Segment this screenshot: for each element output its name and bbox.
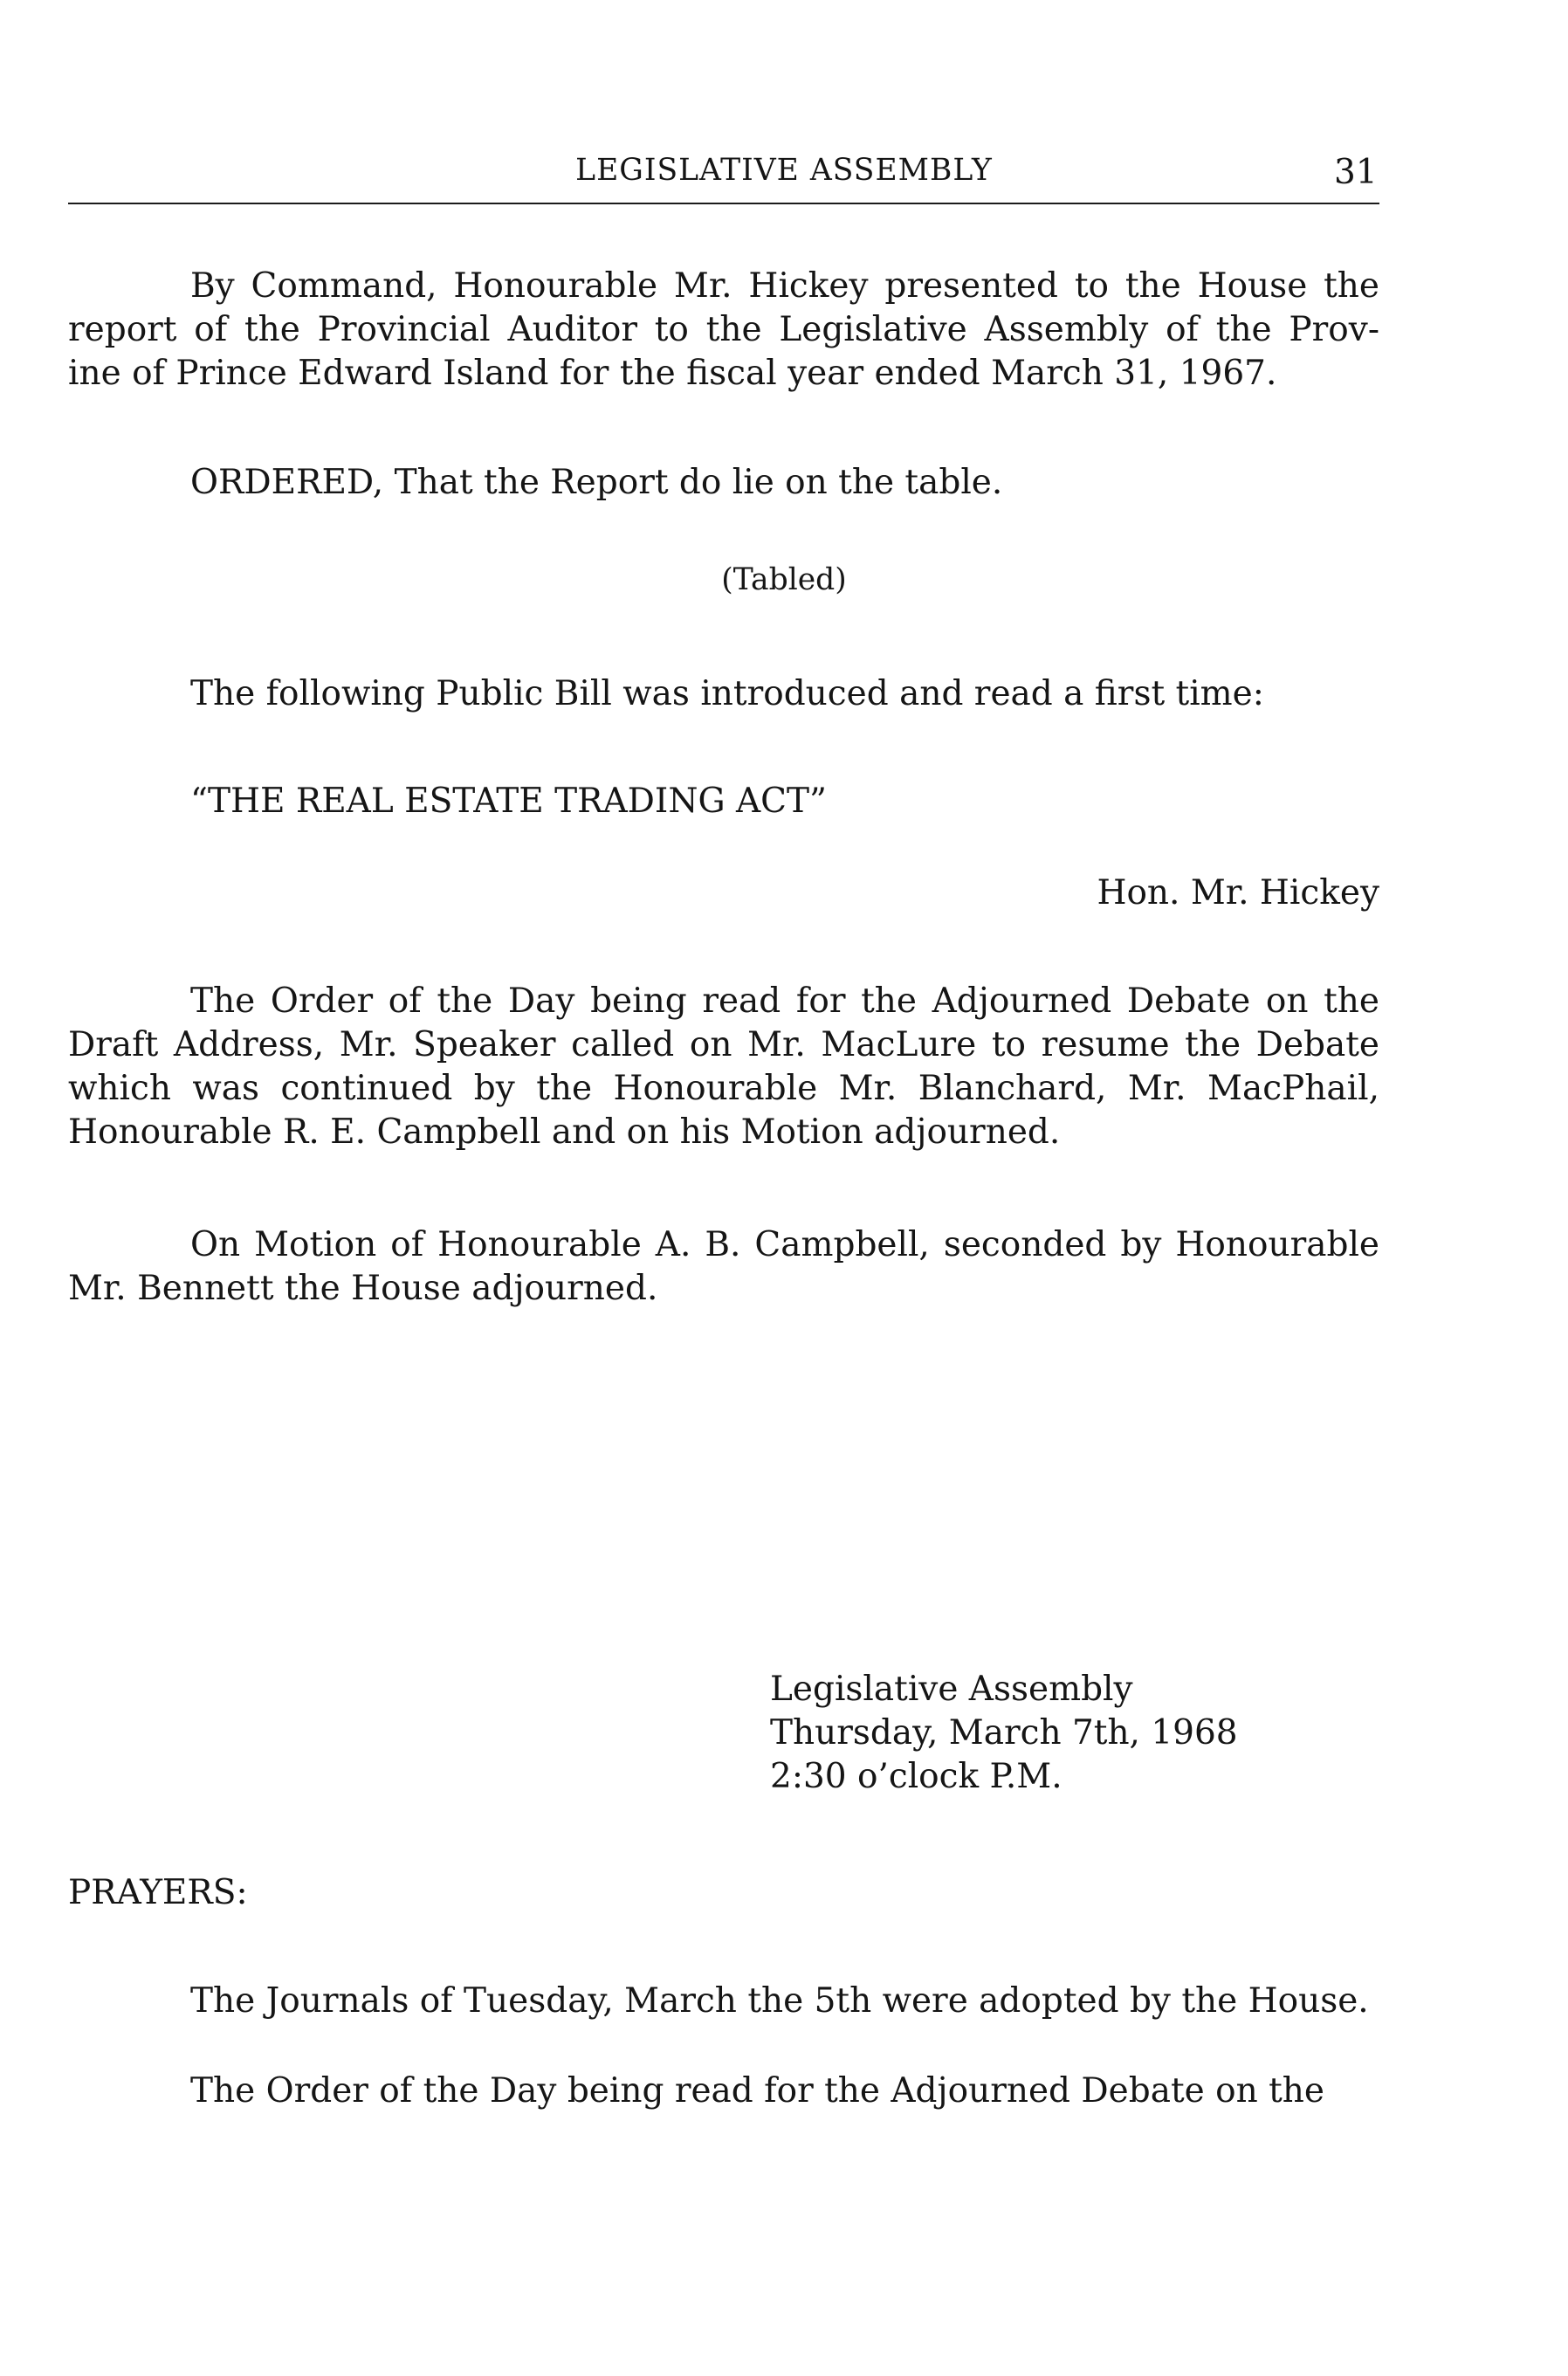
order-of-day-continued: The Order of the Day being read for the Adjourned Debate on the [190,2071,1324,2111]
sitting-heading [770,1668,1238,1799]
paragraph-line: Draft Address, Mr. Speaker called on Mr. MacLure to resume the Debate [68,1025,1379,1064]
ordered-statement: ORDERED, That the Report do lie on the table. [190,463,1003,502]
bill-title: “THE REAL ESTATE TRADING ACT” [190,782,827,821]
journals-adopted: The Journals of Tuesday, March the 5th were adopted by the House. [190,1981,1369,2021]
bill-sponsor: Hon. Mr. Hickey [1097,873,1379,913]
paragraph-line: Honourable R. E. Campbell and on his Motion adjourned. [68,1112,1061,1152]
paragraph-line: Mr. Bennett the House adjourned. [68,1269,658,1308]
tabled-note: (Tabled) [721,562,847,597]
prayers-heading: PRAYERS: [68,1873,248,1912]
paragraph-line: The Order of the Day being read for the Adjourned Debate on the [190,981,1379,1021]
paragraph-line: report of the Provincial Auditor to the Legislative Assembly of the Prov- [68,310,1379,349]
paragraph-adjourned-debate [68,980,1379,1154]
sitting-venue: Legislative Assembly [770,1670,1133,1709]
paragraph-line: On Motion of Honourable A. B. Campbell, seconded by Honourable [190,1225,1379,1264]
public-bill-intro: The following Public Bill was introduced and read a first time: [190,674,1264,713]
header-rule [68,203,1379,204]
page-number: 31 [1334,153,1378,192]
running-header-title: LEGISLATIVE ASSEMBLY [575,153,993,188]
paragraph-line: ine of Prince Edward Island for the fiscal year ended March 31, 1967. [68,354,1277,393]
sitting-time: 2:30 o’clock P.M. [770,1757,1063,1796]
paragraph-house-adjourned [68,1223,1379,1311]
paragraph-line: By Command, Honourable Mr. Hickey presented to the House the [190,266,1379,306]
paragraph-auditor-report [68,265,1379,396]
paragraph-line: which was continued by the Honourable Mr. Blanchard, Mr. MacPhail, [68,1069,1379,1108]
sitting-date: Thursday, March 7th, 1968 [770,1713,1238,1753]
